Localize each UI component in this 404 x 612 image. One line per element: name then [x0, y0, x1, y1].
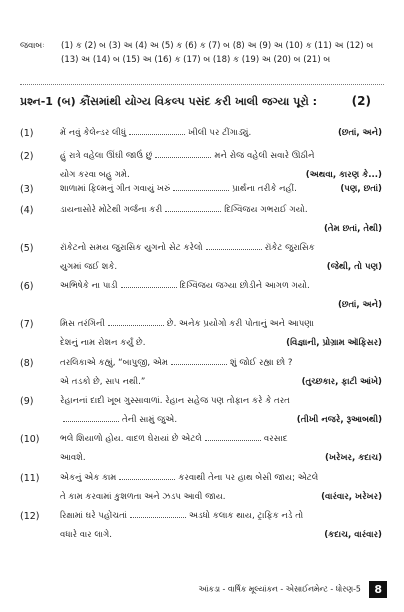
option-choices: (તેમ છતાં, તેથી): [323, 224, 382, 234]
question-number: (2): [20, 151, 34, 162]
option-choices: (પણ, છતાં): [340, 184, 382, 194]
question-line: [60, 170, 382, 180]
question-text: તે કામ કરવામાં કુશળતા અને ઝડપ આવી જાય.: [60, 492, 226, 502]
question-line: [60, 453, 382, 463]
page-footer: [198, 581, 387, 598]
section-marks: (2): [351, 94, 371, 108]
question-text: કરવાથી તેના પર હાથ બેસી જાય; એટલે: [178, 473, 319, 483]
question-line: [60, 377, 382, 387]
fill-blank[interactable]: [173, 184, 229, 191]
fill-blank[interactable]: [130, 511, 186, 518]
question-text: દેશનું નામ રોશન કર્યું છે.: [60, 338, 146, 348]
question-text: વધારે વાર લાગે.: [60, 530, 113, 540]
option-choices: (છતાં, અને): [337, 128, 382, 138]
question-text: યોગ કરવા બહુ ગમે.: [60, 170, 130, 180]
question-number: (9): [20, 396, 34, 407]
fill-blank[interactable]: [63, 415, 119, 422]
question-text: દિગ્વિજય જગ્યા છોડીને આગળ ગયો.: [179, 281, 310, 291]
question-line: [60, 262, 382, 272]
option-choices: (જેથી, તો પણ): [326, 262, 382, 272]
question-text: ભલે શિયાળો હોય. વાદળ ઘેરાયાં છે એટલે: [60, 434, 202, 444]
fill-blank[interactable]: [206, 243, 262, 250]
question-line: [60, 434, 382, 444]
question-line: [60, 473, 382, 483]
question-line: [60, 358, 382, 368]
question-text: ખીલી પર ટીંગાડ્યું.: [188, 128, 252, 138]
question-text: હું રાત્રે વહેલા ઊંઘી જાઉં છું: [60, 151, 153, 161]
question-text: વરસાદ: [263, 434, 288, 444]
question-text: રૉકેટ જુરાસિક: [264, 243, 315, 253]
question-number: (3): [20, 184, 34, 195]
question-line: [60, 205, 382, 215]
question-text: એકનું એક કામ: [60, 473, 117, 483]
footer-text: આંકડા - વાર્ષિક મૂલ્યાંકન - એસાઈનમેન્ટ - ધોરણ-5: [198, 584, 361, 594]
question-line: [60, 396, 382, 406]
question-number: (8): [20, 358, 34, 369]
question-number: (12): [20, 511, 40, 522]
page-number: 8: [369, 581, 387, 598]
fill-blank[interactable]: [171, 358, 227, 365]
question-number: (5): [20, 243, 34, 254]
fill-blank[interactable]: [121, 281, 177, 288]
question-text: દિગ્વિજય ગભરાઈ ગયો.: [224, 205, 308, 215]
question-line: [60, 511, 382, 521]
question-number: (6): [20, 281, 34, 292]
question-text: અડધો કલાક થાય, ટ્રાફિક નડે તો: [188, 511, 304, 521]
question-text: યુગમાં જઈ શકે.: [60, 262, 118, 272]
question-number: (7): [20, 319, 34, 330]
section-heading: પ્રશ્ન-1 (બ) કૌંસમાંથી યોગ્ય વિકલ્પ પસંદ કરી ખાલી જગ્યા પૂરો :: [20, 95, 317, 108]
question-text: તેની સામું જુએ.: [122, 415, 178, 425]
option-choices: (તુચ્છકાર, ફાટી આંખે): [301, 377, 382, 387]
question-number: (11): [20, 473, 40, 484]
question-line: [60, 243, 382, 253]
option-choices: (ખરેખર, કદાચ): [325, 453, 382, 463]
question-text: છે. અનેક પ્રયોગો કરી પોતાનું અને આપણા: [166, 319, 314, 329]
question-text: પ્રાર્થના તરીકે નહીં.: [232, 184, 297, 194]
question-text: એ તડકો છે, સાપ નથી.”: [60, 377, 146, 387]
question-text: ડાયનાસોરે મોટેથી ગર્જના કરી: [60, 205, 163, 215]
option-choices: (છતાં, અને): [337, 300, 382, 310]
question-line: [60, 530, 382, 540]
question-line: [60, 338, 382, 348]
question-line: [60, 492, 382, 502]
option-choices: (વારંવાર, ખરેખર): [321, 492, 382, 502]
option-choices: (વિજ્ઞાની, પ્રોગ્રામ ઑફિસર): [286, 338, 382, 348]
fill-blank[interactable]: [205, 434, 261, 441]
question-text: તરલિકાએ કહ્યું, “બાપુજી, એમ: [60, 358, 168, 368]
question-text: અભિષેકે ના પાડી: [60, 281, 118, 291]
question-line: [60, 415, 382, 425]
question-text: રૉકેટનો સમય જુરાસિક યુગનો સેટ કરેલો: [60, 243, 203, 253]
fill-blank[interactable]: [165, 205, 221, 212]
question-line: [60, 184, 382, 194]
question-text: મિસ તરંગિની: [60, 319, 105, 329]
option-choices: (તીખી નજરે, રૂઆબથી): [296, 415, 382, 425]
question-text: આવશે.: [60, 453, 86, 463]
answers-text: (1) ક (2) બ (3) અ (4) અ (5) ક (6) ક (7) બ (8) અ (9) અ (10) ક (11) અ (12) બ (13) અ (14) બ (15) અ (16) ક (17) બ (18) ક (19) અ (20) બ (21) બ: [61, 41, 374, 65]
question-line: [60, 128, 382, 138]
option-choices: (કદાચ, વારંવાર): [324, 530, 382, 540]
fill-blank[interactable]: [119, 473, 175, 480]
question-text: રિક્ષામાં ઘરે પહોંચતાં: [60, 511, 127, 521]
question-line: [60, 281, 382, 291]
fill-blank[interactable]: [155, 151, 211, 158]
question-number: (10): [20, 434, 40, 445]
question-text: રેહાનનાં દાદી ખૂબ ગુસ્સાવાળાં. રેહાન સહેજ પણ તોફાન કરે કે તરત: [60, 396, 290, 406]
question-text: શાળામાં ફિલ્મનું ગીત ગવાયું ખરું: [60, 184, 171, 194]
question-number: (4): [20, 205, 34, 216]
option-choices: (અથવા, કારણ કે...): [305, 170, 382, 180]
fill-blank[interactable]: [108, 319, 164, 326]
divider-top: [20, 84, 384, 85]
question-text: શું જોઈ રહ્યા છો ?: [230, 358, 293, 368]
question-text: મને રોજ વહેલી સવારે ઊઠીને: [214, 151, 315, 161]
question-number: (1): [20, 128, 34, 139]
fill-blank[interactable]: [129, 128, 185, 135]
question-line: [60, 151, 382, 161]
question-line: [60, 319, 382, 329]
answers-label: જવાબઃ: [20, 41, 45, 51]
question-text: મેં નવું કેલેન્ડર લીધું: [60, 128, 127, 138]
